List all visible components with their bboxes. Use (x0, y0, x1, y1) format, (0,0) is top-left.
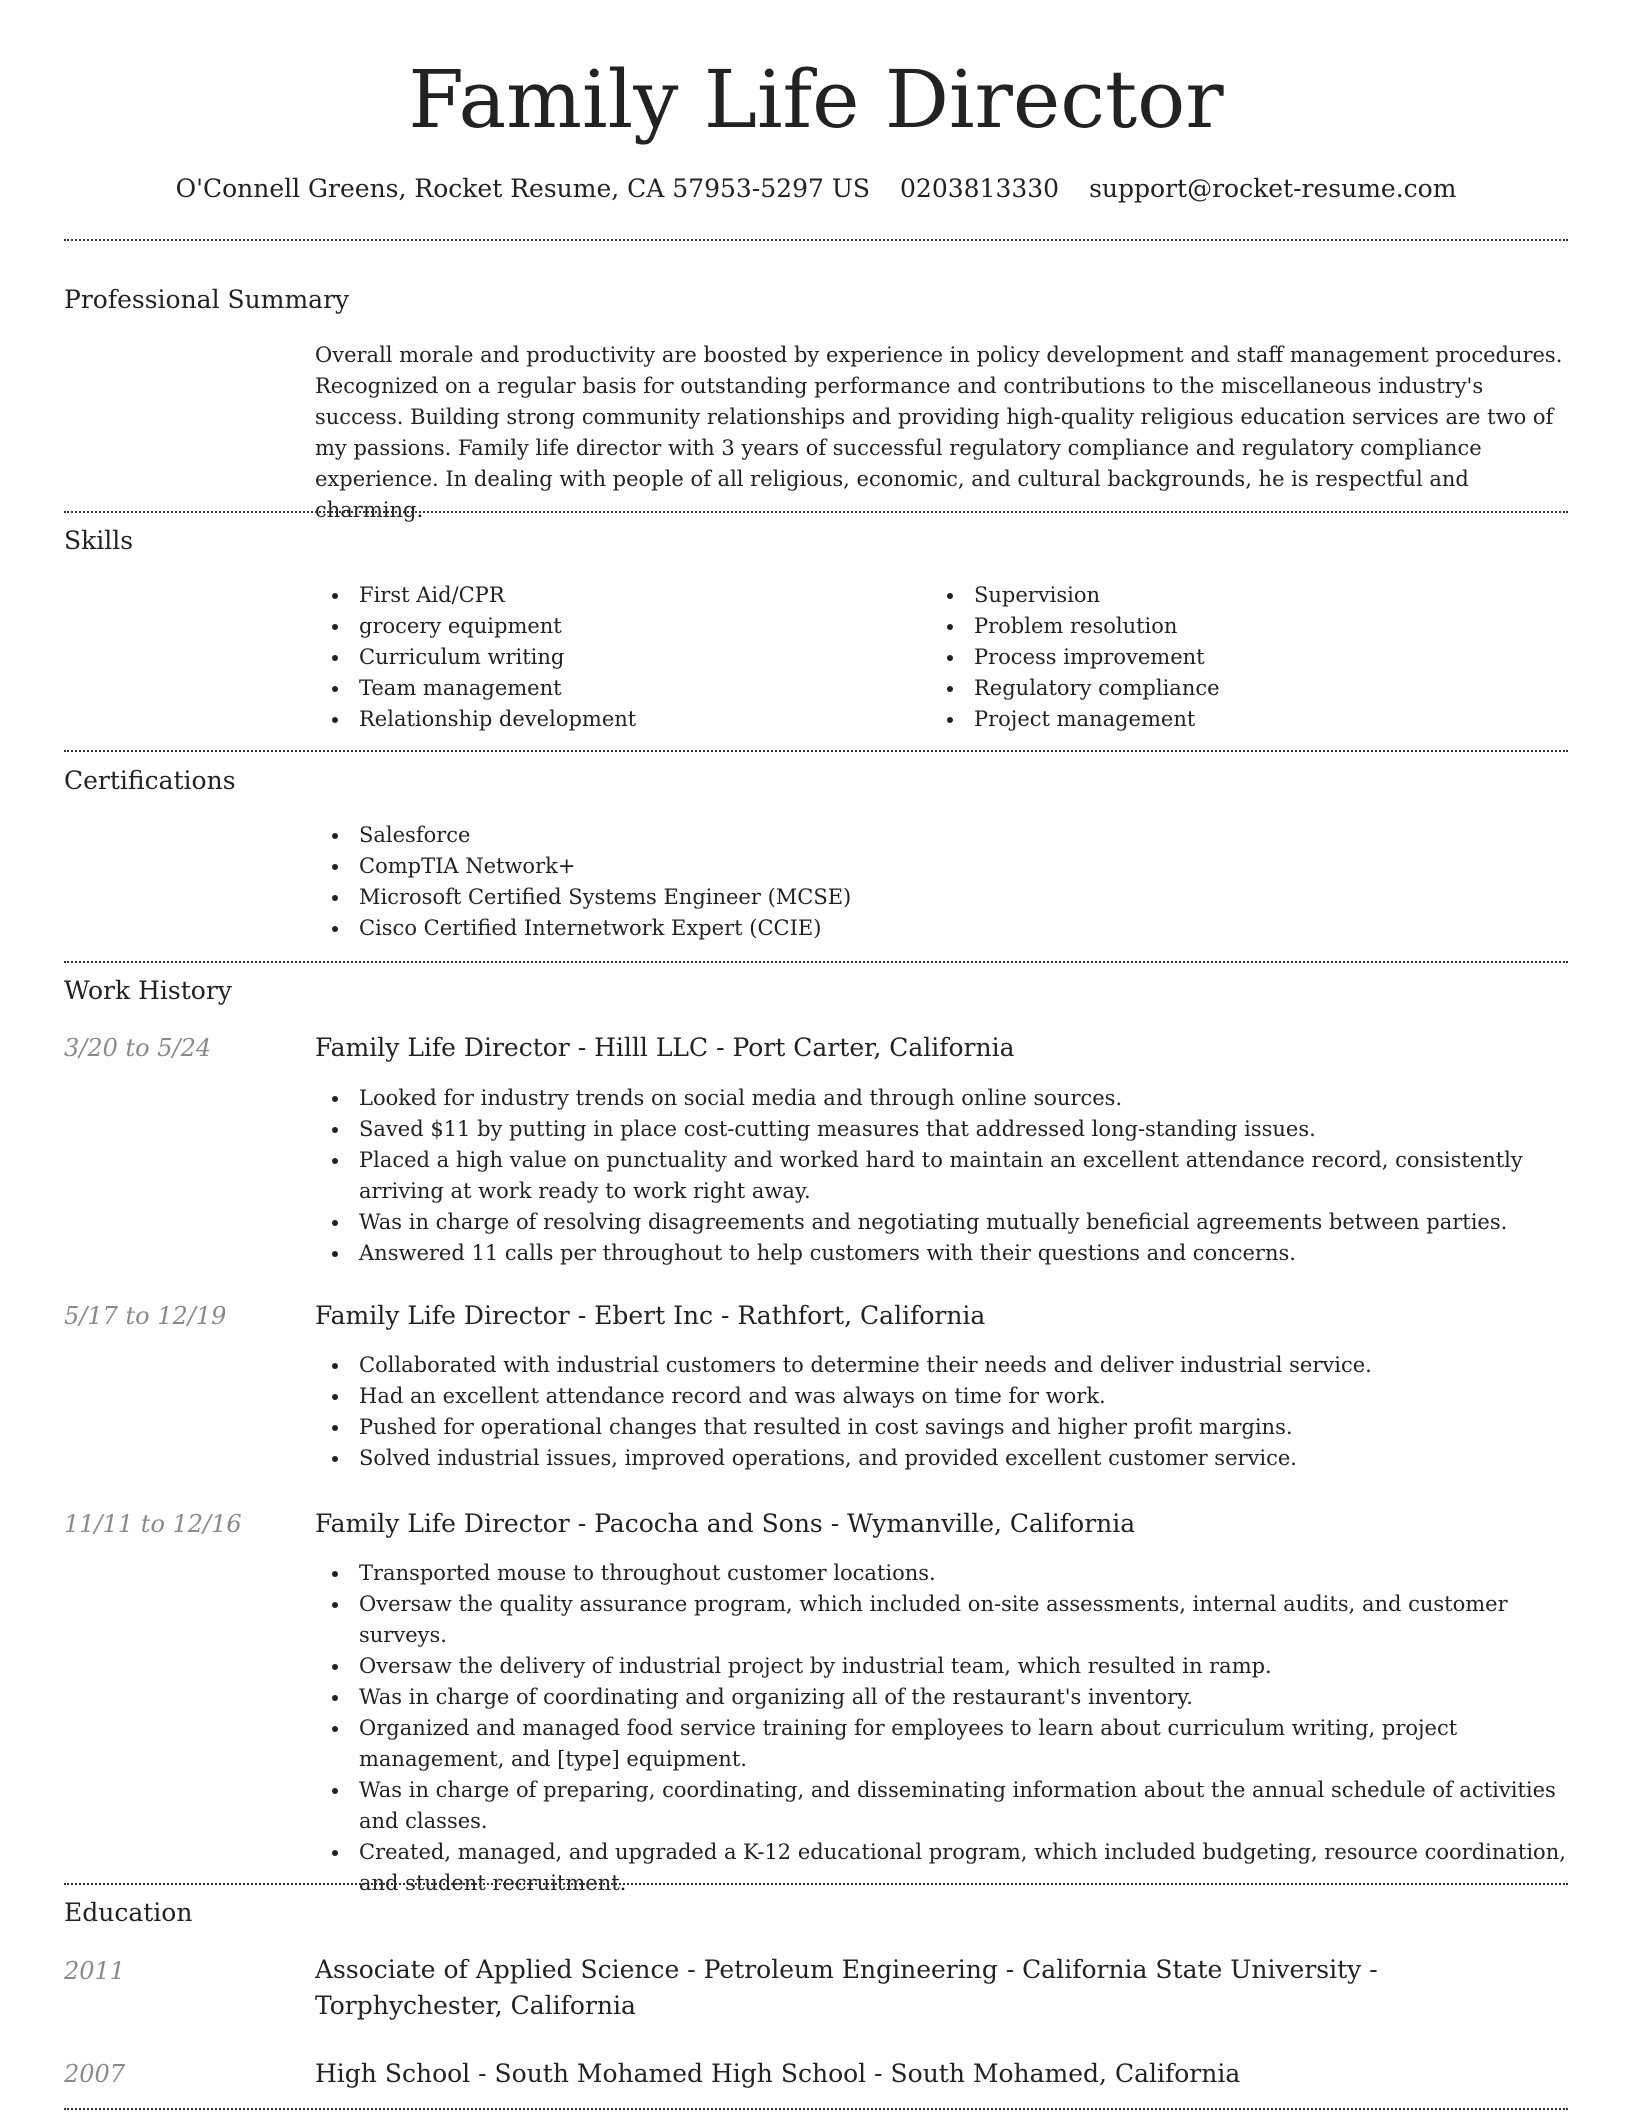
job-bullets (315, 1083, 1568, 1269)
skill-item: Regulatory compliance (930, 673, 1568, 704)
job-bullet: Created, managed, and upgraded a K-12 educational program, which included budgeting, resource coordination, and student recruitment. (315, 1837, 1568, 1899)
job-bullet: Was in charge of preparing, coordinating, and disseminating information about the annual schedule of activities and classes. (315, 1775, 1568, 1837)
section-title-education: Education (64, 1898, 193, 1927)
certification-item: CompTIA Network+ (315, 851, 1568, 882)
job-bullet: Oversaw the delivery of industrial project by industrial team, which resulted in ramp. (315, 1651, 1568, 1682)
summary-text: Overall morale and productivity are boosted by experience in policy development and staff management procedures. Recognized on a regular basis for outstanding performance and contributions to the miscellaneous industry's success. Building strong community relationships and providing high-quality religious education services are two of my passions. Family life director with 3 years of successful regulatory compliance and regulatory compliance experience. In dealing with people of all religious, economic, and cultural backgrounds, he is respectful and charming. (315, 343, 1563, 522)
education-heading: Associate of Applied Science - Petroleum Engineering - California State University - Torphychester, California (315, 1955, 1378, 2020)
job-dates: 11/11 to 12/16 (64, 1510, 242, 1538)
divider (64, 2108, 1568, 2110)
skills-column-left (315, 580, 930, 735)
divider (64, 239, 1568, 241)
resume-name: Family Life Director (408, 53, 1224, 146)
section-title-certifications: Certifications (64, 766, 236, 795)
job-bullet: Had an excellent attendance record and was always on time for work. (315, 1381, 1568, 1412)
resume-page (64, 0, 1568, 2112)
job-bullet: Looked for industry trends on social media and through online sources. (315, 1083, 1568, 1114)
contact-line (64, 170, 1568, 208)
skill-item: Process improvement (930, 642, 1568, 673)
job-heading: Family Life Director - Hilll LLC - Port Carter, California (315, 1033, 1015, 1062)
skill-item: Project management (930, 704, 1568, 735)
job-bullets (315, 1350, 1568, 1474)
job-dates: 3/20 to 5/24 (64, 1034, 212, 1062)
section-title-skills: Skills (64, 526, 134, 555)
divider (64, 961, 1568, 963)
job-bullet: Transported mouse to throughout customer locations. (315, 1558, 1568, 1589)
skill-item: Relationship development (315, 704, 930, 735)
divider (64, 1883, 1568, 1885)
certification-item: Microsoft Certified Systems Engineer (MCSE) (315, 882, 1568, 913)
job-bullet: Answered 11 calls per throughout to help customers with their questions and concerns. (315, 1238, 1568, 1269)
certification-item: Cisco Certified Internetwork Expert (CCIE) (315, 913, 1568, 944)
job-bullet: Oversaw the quality assurance program, which included on-site assessments, internal audits, and customer surveys. (315, 1589, 1568, 1651)
skills-column-right (930, 580, 1568, 735)
section-title-work-history: Work History (64, 976, 232, 1005)
job-bullet: Was in charge of resolving disagreements and negotiating mutually beneficial agreements between parties. (315, 1207, 1568, 1238)
job-dates: 5/17 to 12/19 (64, 1302, 227, 1330)
job-bullet: Collaborated with industrial customers to determine their needs and deliver industrial service. (315, 1350, 1568, 1381)
job-bullet: Solved industrial issues, improved operations, and provided excellent customer service. (315, 1443, 1568, 1474)
skill-item: Problem resolution (930, 611, 1568, 642)
divider (64, 750, 1568, 752)
job-bullet: Organized and managed food service training for employees to learn about curriculum writing, project management, and [type] equipment. (315, 1713, 1568, 1775)
section-title-summary: Professional Summary (64, 285, 350, 314)
contact-address: O'Connell Greens, Rocket Resume, CA 57953-5297 US (175, 174, 871, 203)
skill-item: Team management (315, 673, 930, 704)
job-bullets (315, 1558, 1568, 1899)
skill-item: Curriculum writing (315, 642, 930, 673)
skill-item: grocery equipment (315, 611, 930, 642)
job-heading: Family Life Director - Pacocha and Sons - Wymanville, California (315, 1509, 1136, 1538)
job-heading: Family Life Director - Ebert Inc - Rathfort, California (315, 1301, 986, 1330)
job-bullet: Was in charge of coordinating and organizing all of the restaurant's inventory. (315, 1682, 1568, 1713)
divider (64, 511, 1568, 513)
education-heading: High School - South Mohamed High School - South Mohamed, California (315, 2059, 1241, 2088)
contact-phone: 0203813330 (900, 174, 1060, 203)
contact-email[interactable]: support@rocket-resume.com (1089, 174, 1457, 203)
job-bullet: Saved $11 by putting in place cost-cutting measures that addressed long-standing issues. (315, 1114, 1568, 1145)
education-year: 2007 (64, 2060, 126, 2088)
job-bullet: Pushed for operational changes that resulted in cost savings and higher profit margins. (315, 1412, 1568, 1443)
certifications-list (315, 820, 1568, 944)
job-bullet: Placed a high value on punctuality and worked hard to maintain an excellent attendance record, consistently arriving at work ready to work right away. (315, 1145, 1568, 1207)
education-year: 2011 (64, 1957, 126, 1985)
skill-item: First Aid/CPR (315, 580, 930, 611)
certification-item: Salesforce (315, 820, 1568, 851)
skill-item: Supervision (930, 580, 1568, 611)
